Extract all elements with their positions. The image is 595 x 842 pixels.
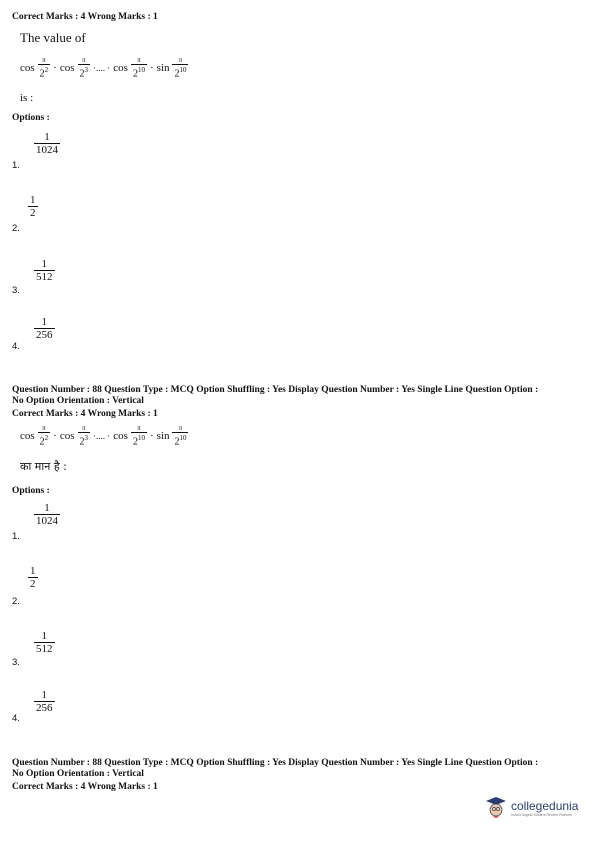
- logo-name: collegedunia: [511, 799, 579, 813]
- frac-term: $\frac{\pi}{2^2}$: [39, 56, 49, 80]
- q1-option-1-fraction: $\frac{1}{1024}$: [36, 131, 58, 156]
- q2-option-4-fraction: $\frac{1}{256}$: [36, 689, 53, 714]
- cos-term: cos: [59, 429, 75, 442]
- graduate-mascot-icon: [485, 796, 507, 820]
- q1-option-3-number: 3.: [12, 285, 20, 296]
- sin-term: sin: [156, 429, 170, 442]
- q1-expression: cos $\frac{\pi}{2^2}$ · cos $\frac{\pi}{2^3}$ ·.... · cos $\frac{\pi}{2^{10}}$ · sin $\frac{\pi}{2^{10}}$: [20, 56, 187, 80]
- q1-option-4-number: 4.: [12, 341, 20, 352]
- q2-marks: Correct Marks : 4 Wrong Marks : 1: [12, 409, 158, 419]
- q1-suffix: is :: [20, 92, 34, 104]
- frac-term: $\frac{\pi}{2^2}$: [39, 424, 49, 448]
- q2-option-1-fraction: $\frac{1}{1024}$: [36, 502, 58, 527]
- q3-header-line2: No Option Orientation : Vertical: [12, 769, 144, 779]
- q1-prompt: The value of: [20, 30, 86, 45]
- cos-term: cos: [20, 429, 35, 442]
- frac-term: $\frac{\pi}{2^3}$: [79, 424, 89, 448]
- q2-option-3-fraction: $\frac{1}{512}$: [36, 630, 53, 655]
- q3-marks: Correct Marks : 4 Wrong Marks : 1: [12, 782, 158, 792]
- cos-term: cos: [113, 429, 128, 442]
- q1-option-3-fraction: $\frac{1}{512}$: [36, 258, 53, 283]
- q2-option-3-number: 3.: [12, 657, 20, 668]
- collegedunia-logo: [485, 796, 578, 820]
- q2-option-2-number: 2.: [12, 596, 20, 607]
- cos-term: cos: [59, 61, 75, 74]
- frac-term: $\frac{\pi}{2^{10}}$: [132, 56, 145, 80]
- q1-option-2-number: 2.: [12, 223, 20, 234]
- sin-term: sin: [156, 61, 170, 74]
- cos-term: cos: [20, 61, 35, 74]
- q2-header-line2: No Option Orientation : Vertical: [12, 396, 144, 406]
- q1-options-label: Options :: [12, 113, 50, 123]
- frac-term: $\frac{\pi}{2^{10}}$: [174, 56, 187, 80]
- q1-option-4-fraction: $\frac{1}{256}$: [36, 316, 53, 341]
- q2-suffix: का मान है :: [20, 460, 67, 473]
- frac-term: $\frac{\pi}{2^3}$: [79, 56, 89, 80]
- q2-option-1-number: 1.: [12, 531, 20, 542]
- q1-marks: Correct Marks : 4 Wrong Marks : 1: [12, 12, 158, 22]
- q2-option-4-number: 4.: [12, 713, 20, 724]
- q1-option-1-number: 1.: [12, 160, 20, 171]
- frac-term: $\frac{\pi}{2^{10}}$: [132, 424, 145, 448]
- frac-term: $\frac{\pi}{2^{10}}$: [174, 424, 187, 448]
- logo-tagline: India's largest Student Review Platform: [511, 813, 572, 817]
- q2-option-2-fraction: $\frac{1}{2}$: [30, 565, 36, 590]
- q1-option-2-fraction: $\frac{1}{2}$: [30, 194, 36, 219]
- q2-header-line1: Question Number : 88 Question Type : MCQ Option Shuffling : Yes Display Question Number : Yes Single Line Question Option :: [12, 385, 539, 395]
- cos-term: cos: [113, 61, 128, 74]
- q3-header-line1: Question Number : 88 Question Type : MCQ Option Shuffling : Yes Display Question Number : Yes Single Line Question Option :: [12, 758, 539, 768]
- q2-options-label: Options :: [12, 486, 50, 496]
- q2-expression: cos $\frac{\pi}{2^2}$ · cos $\frac{\pi}{2^3}$ ·.... · cos $\frac{\pi}{2^{10}}$ · sin $\frac{\pi}{2^{10}}$: [20, 424, 187, 448]
